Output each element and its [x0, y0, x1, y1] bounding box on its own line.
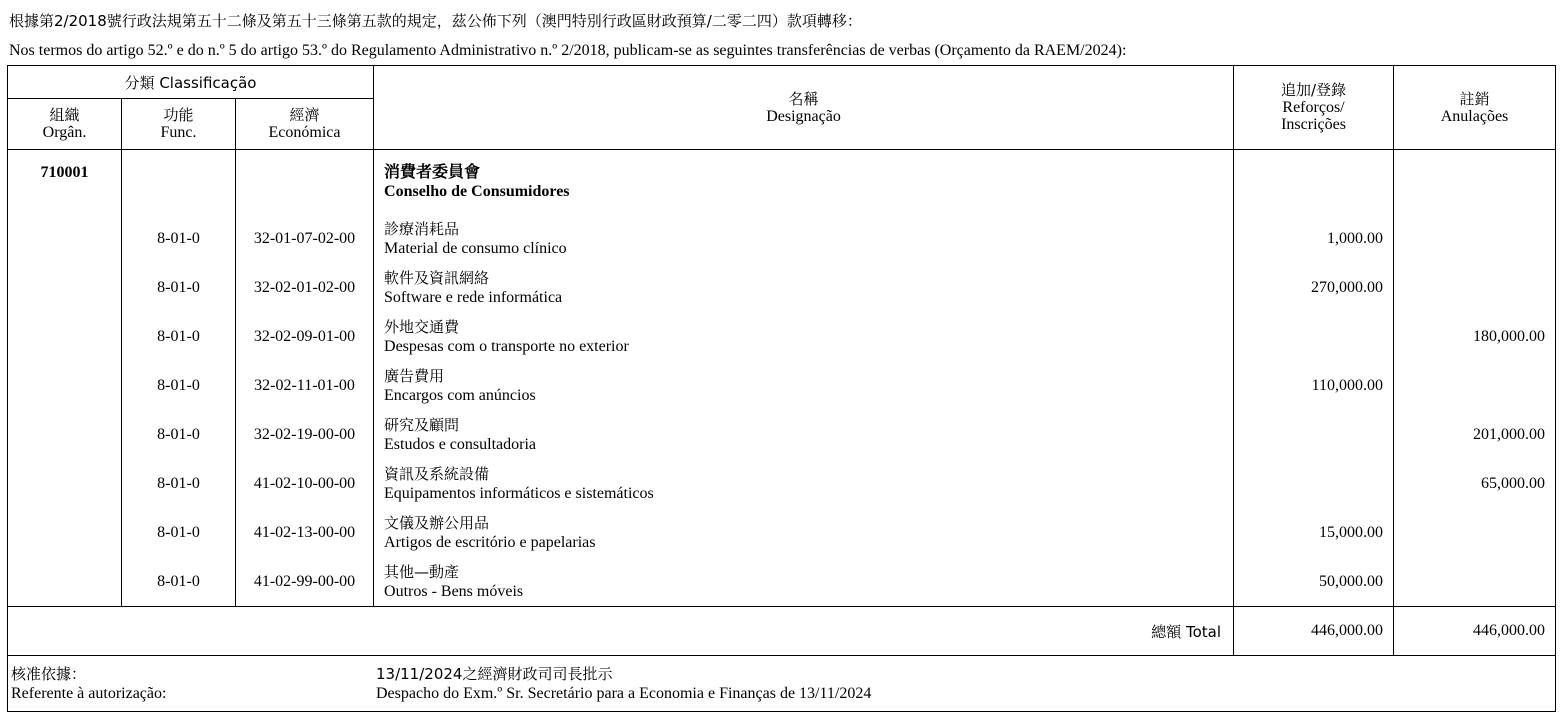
- designation-zh: 研究及顧問: [384, 415, 460, 434]
- organ-name-zh: 消費者委員會: [384, 162, 481, 181]
- annulment-amount: 201,000.00: [1394, 410, 1556, 459]
- economic-code: 41-02-99-00-00: [236, 557, 374, 607]
- economic-header: [236, 99, 374, 150]
- organ-header: [8, 99, 122, 150]
- organ-header-zh: 組織: [49, 106, 80, 124]
- table-row: [8, 410, 1556, 459]
- designation-header-pt: Designação: [766, 107, 841, 125]
- classification-header: 分類 Classificação: [8, 66, 374, 99]
- annulment-amount: [1394, 361, 1556, 410]
- authorization-value: [376, 664, 871, 704]
- organ-cell: [8, 214, 122, 263]
- organ-cell: [8, 508, 122, 557]
- organ-cell: [8, 312, 122, 361]
- economic-code: 32-02-11-01-00: [236, 361, 374, 410]
- organ-cell: [8, 459, 122, 508]
- annulment-amount: [1394, 214, 1556, 263]
- economic-code: 41-02-10-00-00: [236, 459, 374, 508]
- organ-name-pt: Conselho de Consumidores: [384, 183, 570, 200]
- economic-header-pt: Económica: [268, 124, 341, 141]
- designation-header-zh: 名稱: [788, 89, 819, 108]
- function-header-pt: Func.: [160, 124, 197, 141]
- organ-row: [8, 150, 1556, 215]
- intro-text-pt: Nos termos do artigo 52.º e do n.º 5 do artigo 53.º do Regulamento Administrativo n.º 2/2018, publicam-se as seguintes transferências de verbas (Orçamento da RAEM/2024):: [9, 42, 1127, 59]
- total-reinforcements: 446,000.00: [1234, 607, 1394, 656]
- table-row: [8, 508, 1556, 557]
- designation: [374, 361, 1234, 410]
- reinforcement-amount: 110,000.00: [1234, 361, 1394, 410]
- annulments-header: [1394, 66, 1556, 150]
- reinforcements-header: [1234, 66, 1394, 150]
- designation-pt: Outros - Bens móveis: [384, 582, 524, 600]
- economic-code: 41-02-13-00-00: [236, 508, 374, 557]
- designation-zh: 資訊及系統設備: [384, 464, 490, 483]
- reinforcements-header-zh: 追加/登錄: [1280, 81, 1347, 99]
- function-code: 8-01-0: [122, 214, 236, 263]
- annulments-header-zh: 註銷: [1459, 89, 1490, 108]
- designation: [374, 410, 1234, 459]
- designation-zh: 文儀及辦公用品: [384, 513, 490, 532]
- table-row: [8, 263, 1556, 312]
- economic-code: 32-02-19-00-00: [236, 410, 374, 459]
- function-code: 8-01-0: [122, 557, 236, 607]
- annulments-header-pt: Anulações: [1440, 107, 1509, 125]
- reinforcement-amount: [1234, 459, 1394, 508]
- economic-code: 32-01-07-02-00: [236, 214, 374, 263]
- reinforcement-amount: 15,000.00: [1234, 508, 1394, 557]
- designation: [374, 263, 1234, 312]
- organ-name: [374, 150, 1234, 215]
- authorization-value-zh: 13/11/2024之經濟財政司司長批示: [376, 664, 613, 683]
- annulment-amount: 180,000.00: [1394, 312, 1556, 361]
- designation-pt: Material de consumo clínico: [384, 239, 567, 257]
- reinforcements-header-pt2: Inscrições: [1281, 116, 1346, 133]
- authorization-value-pt: Despacho do Exm.º Sr. Secretário para a Economia e Finanças de 13/11/2024: [376, 684, 872, 702]
- designation-pt: Software e rede informática: [384, 288, 563, 306]
- function-code: 8-01-0: [122, 263, 236, 312]
- annulment-amount: [1394, 557, 1556, 607]
- reinforcement-amount: 1,000.00: [1234, 214, 1394, 263]
- designation-pt: Estudos e consultadoria: [384, 435, 536, 453]
- table-row: [8, 361, 1556, 410]
- table-row: [8, 557, 1556, 607]
- reinforcements-header-pt1: Reforços/: [1282, 99, 1345, 116]
- designation: [374, 459, 1234, 508]
- organ-cell: [8, 410, 122, 459]
- intro-text-zh: 根據第2/2018號行政法規第五十二條及第五十三條第五款的規定，茲公佈下列（澳門特別行政區財政預算/二零二四）款項轉移：: [9, 12, 862, 30]
- table-row: [8, 312, 1556, 361]
- organ-code: 710001: [8, 150, 122, 215]
- function-code: 8-01-0: [122, 410, 236, 459]
- designation-pt: Despesas com o transporte no exterior: [384, 337, 629, 355]
- reinforcement-amount: 270,000.00: [1234, 263, 1394, 312]
- function-code: 8-01-0: [122, 508, 236, 557]
- reinforcement-amount: [1234, 312, 1394, 361]
- function-code: 8-01-0: [122, 459, 236, 508]
- organ-header-pt: Orgân.: [42, 124, 87, 141]
- budget-transfer-table: [7, 65, 1556, 712]
- designation: [374, 312, 1234, 361]
- designation: [374, 214, 1234, 263]
- total-label: 總額 Total: [8, 607, 1234, 656]
- annulment-amount: [1394, 508, 1556, 557]
- economic-code: 32-02-01-02-00: [236, 263, 374, 312]
- economic-header-zh: 經濟: [289, 106, 320, 124]
- authorization-label-pt: Referente à autorização:: [11, 684, 167, 702]
- reinforcement-amount: [1234, 410, 1394, 459]
- function-code: 8-01-0: [122, 312, 236, 361]
- organ-cell: [8, 263, 122, 312]
- total-annulments: 446,000.00: [1394, 607, 1556, 656]
- authorization-label-zh: 核准依據：: [11, 664, 87, 683]
- authorization-label: [11, 664, 166, 704]
- annulment-amount: 65,000.00: [1394, 459, 1556, 508]
- designation-zh: 外地交通費: [384, 317, 460, 336]
- reinforcement-amount: 50,000.00: [1234, 557, 1394, 607]
- designation-header: [374, 66, 1234, 150]
- economic-code: 32-02-09-01-00: [236, 312, 374, 361]
- function-code: 8-01-0: [122, 361, 236, 410]
- table-row: [8, 459, 1556, 508]
- designation-zh: 其他—動產: [384, 562, 460, 581]
- designation-zh: 軟件及資訊網絡: [384, 268, 490, 287]
- designation: [374, 557, 1234, 607]
- organ-cell: [8, 361, 122, 410]
- designation-pt: Encargos com anúncios: [384, 386, 536, 404]
- designation-zh: 廣告費用: [384, 366, 445, 385]
- total-row: [8, 607, 1556, 656]
- annulment-amount: [1394, 263, 1556, 312]
- function-header-zh: 功能: [163, 106, 194, 124]
- function-header: [122, 99, 236, 150]
- organ-cell: [8, 557, 122, 607]
- designation-pt: Artigos de escritório e papelarias: [384, 533, 596, 551]
- designation-pt: Equipamentos informáticos e sistemáticos: [384, 484, 654, 502]
- table-row: [8, 214, 1556, 263]
- designation: [374, 508, 1234, 557]
- designation-zh: 診療消耗品: [384, 219, 460, 238]
- authorization-row: [8, 656, 1556, 712]
